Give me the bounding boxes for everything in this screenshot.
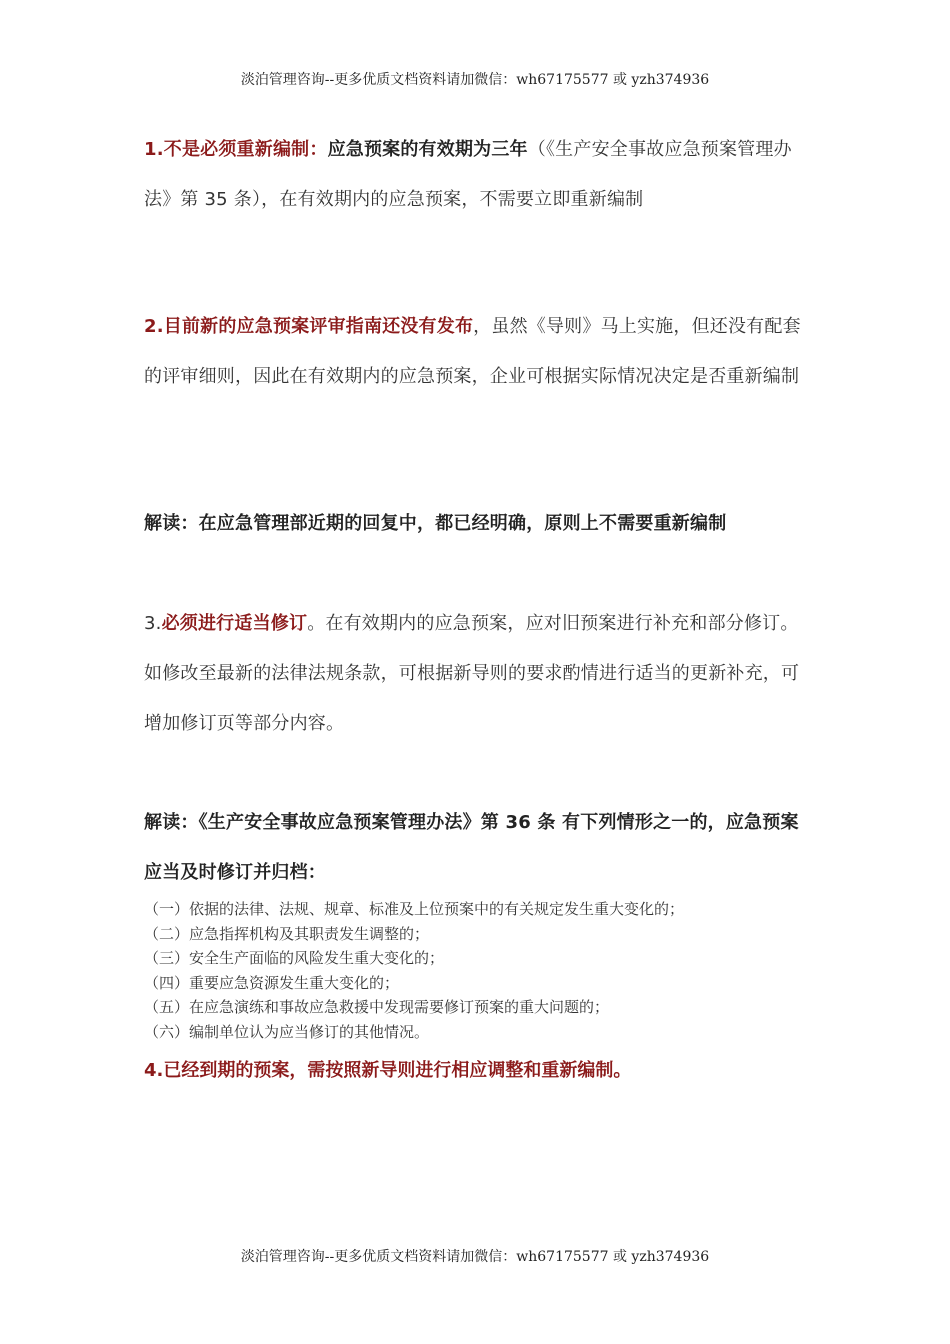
section-4-paragraph: 4.已经到期的预案，需按照新导则进行相应调整和重新编制。	[144, 1060, 632, 1081]
section-1-paragraph	[144, 125, 810, 225]
page-footer: 淡泊管理咨询--更多优质文档资料请加微信：wh67175577 或 yzh374936	[240, 1249, 710, 1265]
section-1-rest: （《生产安全事故应急预案管理办法》第 35 条），在有效期内的应急预案，不需要立即重新编制	[144, 139, 792, 210]
interpretation-1: 解读：在应急管理部近期的回复中，都已经明确，原则上不需要重新编制	[144, 513, 727, 534]
section-1-lead: 1.不是必须重新编制：	[144, 139, 328, 160]
section-3-lead: 必须进行适当修订	[161, 613, 308, 634]
section-1-bold: 应急预案的有效期为三年	[327, 139, 528, 160]
list-item: （六）编制单位认为应当修订的其他情况。	[144, 1022, 430, 1041]
list-item: （三）安全生产面临的风险发生重大变化的；	[144, 949, 445, 968]
conditions-list	[144, 897, 810, 1045]
section-2-paragraph	[144, 302, 810, 402]
list-item: （五）在应急演练和事故应急救援中发现需要修订预案的重大问题的；	[144, 998, 610, 1017]
section-3-number: 3.	[144, 613, 162, 634]
section-3-paragraph	[144, 599, 810, 749]
section-2-lead: 2.目前新的应急预案评审指南还没有发布	[144, 316, 474, 337]
section-2-rest: ，虽然《导则》马上实施，但还没有配套的评审细则，因此在有效期内的应急预案，企业可根据实际情况决定是否重新编制	[144, 316, 801, 387]
list-item: （二）应急指挥机构及其职责发生调整的；	[144, 924, 430, 943]
list-item: （一）依据的法律、法规、规章、标准及上位预案中的有关规定发生重大变化的；	[144, 900, 685, 918]
list-item: （四）重要应急资源发生重大变化的；	[144, 973, 400, 992]
page-header: 淡泊管理咨询--更多优质文档资料请加微信：wh67175577 或 yzh374936	[240, 72, 710, 88]
interpretation-2: 解读：《生产安全事故应急预案管理办法》第 36 条 有下列情形之一的，应急预案应当及时修订并归档：	[144, 812, 799, 883]
section-3-rest: 。在有效期内的应急预案，应对旧预案进行补充和部分修订。如修改至最新的法律法规条款，可根据新导则的要求酌情进行适当的更新补充，可增加修订页等部分内容。	[144, 613, 800, 734]
